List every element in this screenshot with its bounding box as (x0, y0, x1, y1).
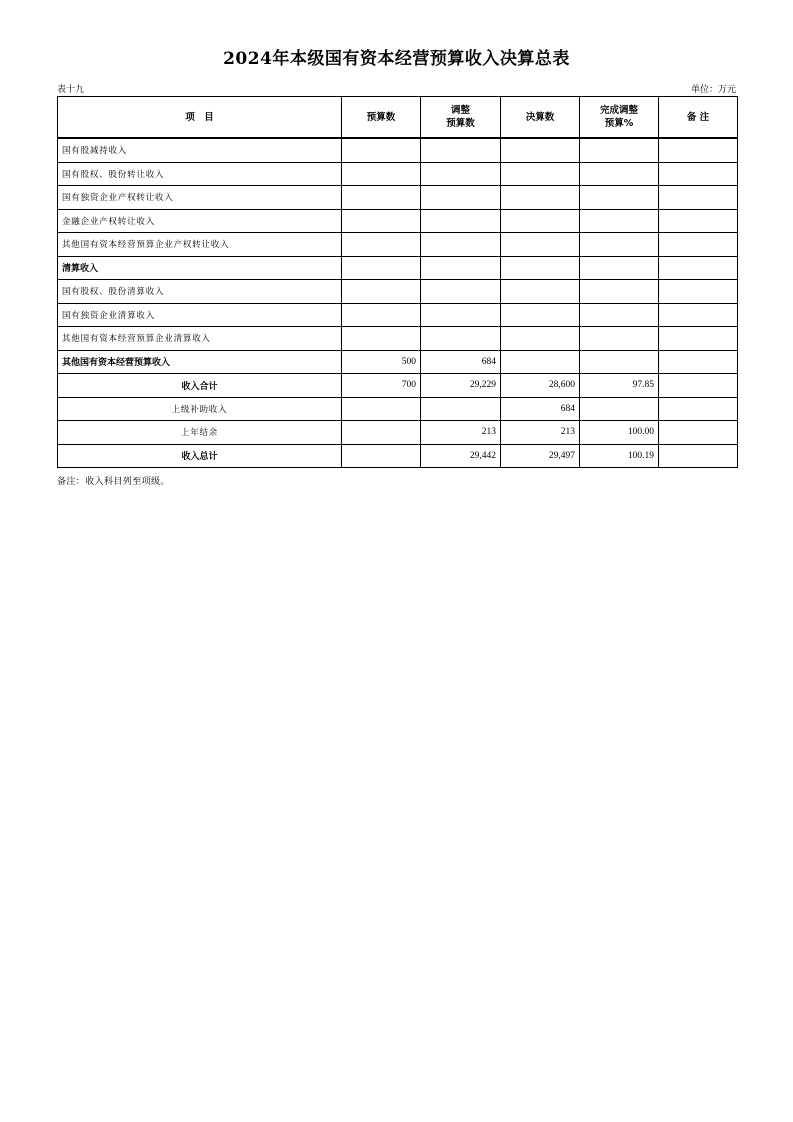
row-pct (580, 256, 659, 280)
row-budget (342, 303, 421, 327)
row-adjusted (421, 397, 501, 421)
row-final (501, 186, 580, 210)
row-pct (580, 350, 659, 374)
row-adjusted (421, 233, 501, 257)
row-remark (659, 280, 738, 304)
header-completion-pct: 完成调整 预算% (580, 97, 659, 139)
row-budget (342, 280, 421, 304)
row-budget (342, 327, 421, 351)
row-final (501, 209, 580, 233)
row-final (501, 350, 580, 374)
table-row (58, 327, 738, 351)
row-final (501, 280, 580, 304)
table-row (58, 233, 738, 257)
row-adjusted (421, 280, 501, 304)
row-pct (580, 280, 659, 304)
row-adjusted (421, 303, 501, 327)
row-pct: 97.85 (580, 374, 659, 398)
header-budget: 预算数 (342, 97, 421, 139)
row-item: 国有股减持收入 (58, 138, 342, 162)
row-final (501, 233, 580, 257)
row-final (501, 327, 580, 351)
header-item: 项 目 (58, 97, 342, 139)
row-remark (659, 209, 738, 233)
row-remark (659, 256, 738, 280)
page-title: 2024年本级国有资本经营预算收入决算总表 (223, 49, 570, 69)
row-budget (342, 186, 421, 210)
row-final: 684 (501, 397, 580, 421)
row-pct (580, 303, 659, 327)
row-adjusted (421, 327, 501, 351)
row-final (501, 138, 580, 162)
table-row (58, 162, 738, 186)
table-row (58, 256, 738, 280)
table-row (58, 138, 738, 162)
revenue-table (57, 96, 738, 468)
row-item: 国有股权、股份清算收入 (58, 280, 342, 304)
row-item: 国有股权、股份转让收入 (58, 162, 342, 186)
row-budget: 500 (342, 350, 421, 374)
row-adjusted (421, 138, 501, 162)
row-adjusted (421, 186, 501, 210)
row-pct (580, 327, 659, 351)
header-adjusted-budget: 调整 预算数 (421, 97, 501, 139)
row-budget: 700 (342, 374, 421, 398)
row-budget (342, 138, 421, 162)
table-row (58, 209, 738, 233)
row-remark (659, 397, 738, 421)
table-row (58, 397, 738, 421)
row-remark (659, 162, 738, 186)
row-budget (342, 421, 421, 445)
row-budget (342, 209, 421, 233)
row-item: 金融企业产权转让收入 (58, 209, 342, 233)
row-pct (580, 186, 659, 210)
row-item: 上级补助收入 (58, 397, 342, 421)
row-pct (580, 233, 659, 257)
row-final: 28,600 (501, 374, 580, 398)
table-row (58, 186, 738, 210)
row-adjusted: 213 (421, 421, 501, 445)
row-pct (580, 162, 659, 186)
footnote: 备注：收入科目列至项级。 (57, 477, 170, 487)
row-budget (342, 233, 421, 257)
row-remark (659, 327, 738, 351)
row-remark (659, 350, 738, 374)
table-row (58, 280, 738, 304)
row-adjusted: 684 (421, 350, 501, 374)
row-item: 国有独资企业清算收入 (58, 303, 342, 327)
table-number: 表十九 (57, 85, 85, 95)
table-row (58, 303, 738, 327)
table-row (58, 444, 738, 468)
row-pct (580, 138, 659, 162)
row-remark (659, 303, 738, 327)
row-remark (659, 421, 738, 445)
row-final (501, 303, 580, 327)
header-remark: 备 注 (659, 97, 738, 139)
row-adjusted: 29,229 (421, 374, 501, 398)
unit-label: 单位：万元 (690, 85, 736, 95)
row-remark (659, 233, 738, 257)
row-budget (342, 162, 421, 186)
row-budget (342, 397, 421, 421)
row-item: 收入总计 (58, 444, 342, 468)
row-pct (580, 209, 659, 233)
row-item: 其他国有资本经营预算企业产权转让收入 (58, 233, 342, 257)
row-pct (580, 397, 659, 421)
row-remark (659, 186, 738, 210)
row-item: 其他国有资本经营预算企业清算收入 (58, 327, 342, 351)
row-item: 清算收入 (58, 256, 342, 280)
row-remark (659, 374, 738, 398)
table-row (58, 421, 738, 445)
row-budget (342, 444, 421, 468)
row-adjusted: 29,442 (421, 444, 501, 468)
row-adjusted (421, 209, 501, 233)
header-row (58, 97, 738, 139)
row-item: 国有独资企业产权转让收入 (58, 186, 342, 210)
row-final (501, 256, 580, 280)
table-row (58, 374, 738, 398)
row-item: 上年结余 (58, 421, 342, 445)
row-adjusted (421, 256, 501, 280)
row-adjusted (421, 162, 501, 186)
row-pct: 100.19 (580, 444, 659, 468)
row-budget (342, 256, 421, 280)
header-final: 决算数 (501, 97, 580, 139)
row-remark (659, 444, 738, 468)
row-final (501, 162, 580, 186)
row-pct: 100.00 (580, 421, 659, 445)
row-remark (659, 138, 738, 162)
row-final: 213 (501, 421, 580, 445)
row-final: 29,497 (501, 444, 580, 468)
row-item: 其他国有资本经营预算收入 (58, 350, 342, 374)
row-item: 收入合计 (58, 374, 342, 398)
table-row (58, 350, 738, 374)
